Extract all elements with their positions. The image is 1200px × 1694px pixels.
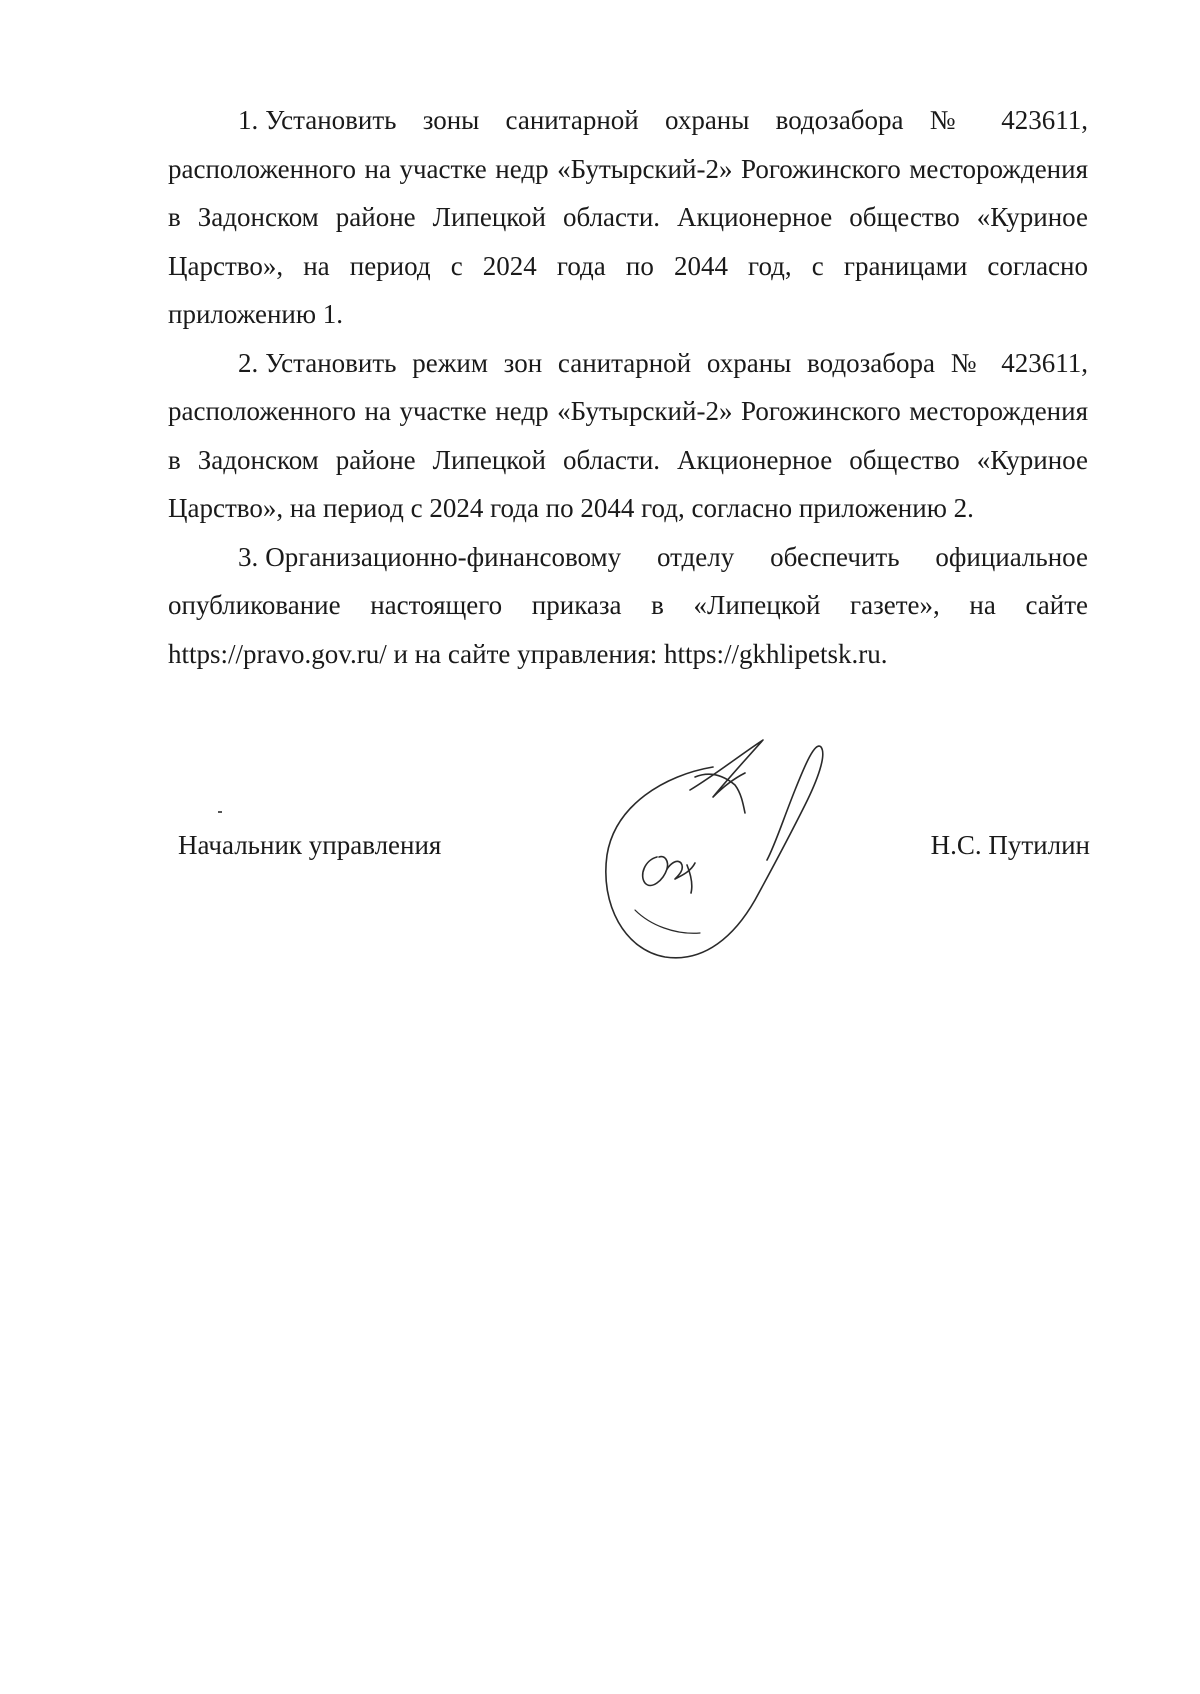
paragraph-text: Установить зоны санитарной охраны водозабора № 423611, расположенного на участке недр «Бутырский-2» Рогожинского месторождения в Задонском районе Липецкой области. Акционерное общество «Куриное Царство», на период с 2024 года по 2044 год, с границами согласно приложению 1. [168, 105, 1088, 329]
signer-name: Н.С. Путилин [930, 830, 1090, 860]
scan-speck [218, 811, 222, 813]
paragraph-text: Организационно-финансовому отделу обеспечить официальное опубликование настоящего приказа в «Липецкой газете», на сайте https://pravo.gov.ru/ и на сайте управления: https://gkhlipetsk.ru. [168, 541, 1088, 669]
signer-position: Начальник управления [178, 830, 442, 860]
paragraph-number: 3. [238, 541, 259, 572]
order-body [168, 96, 1088, 678]
paragraph-number: 2. [238, 347, 259, 378]
paragraph-number: 1. [238, 105, 259, 135]
paragraph-3 [168, 533, 1088, 679]
handwritten-signature-icon [595, 735, 865, 970]
paragraph-2 [168, 339, 1088, 533]
paragraph-1 [168, 96, 1088, 339]
paragraph-text: Установить режим зон санитарной охраны водозабора № 423611, расположенного на участке недр «Бутырский-2» Рогожинского месторождения в Задонском районе Липецкой области. Акционерное общество «Куриное Царство», на период с 2024 года по 2044 год, согласно приложению 2. [168, 347, 1088, 523]
